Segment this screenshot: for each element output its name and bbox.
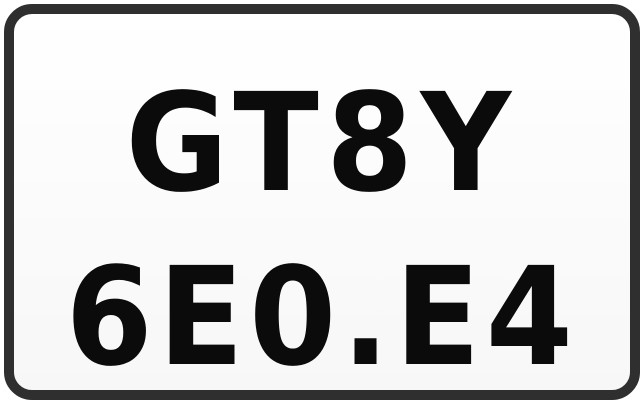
license-plate <box>4 4 640 400</box>
plate-line-2: 6E0.E4 <box>65 239 579 397</box>
plate-line-1: GT8Y <box>125 65 519 223</box>
